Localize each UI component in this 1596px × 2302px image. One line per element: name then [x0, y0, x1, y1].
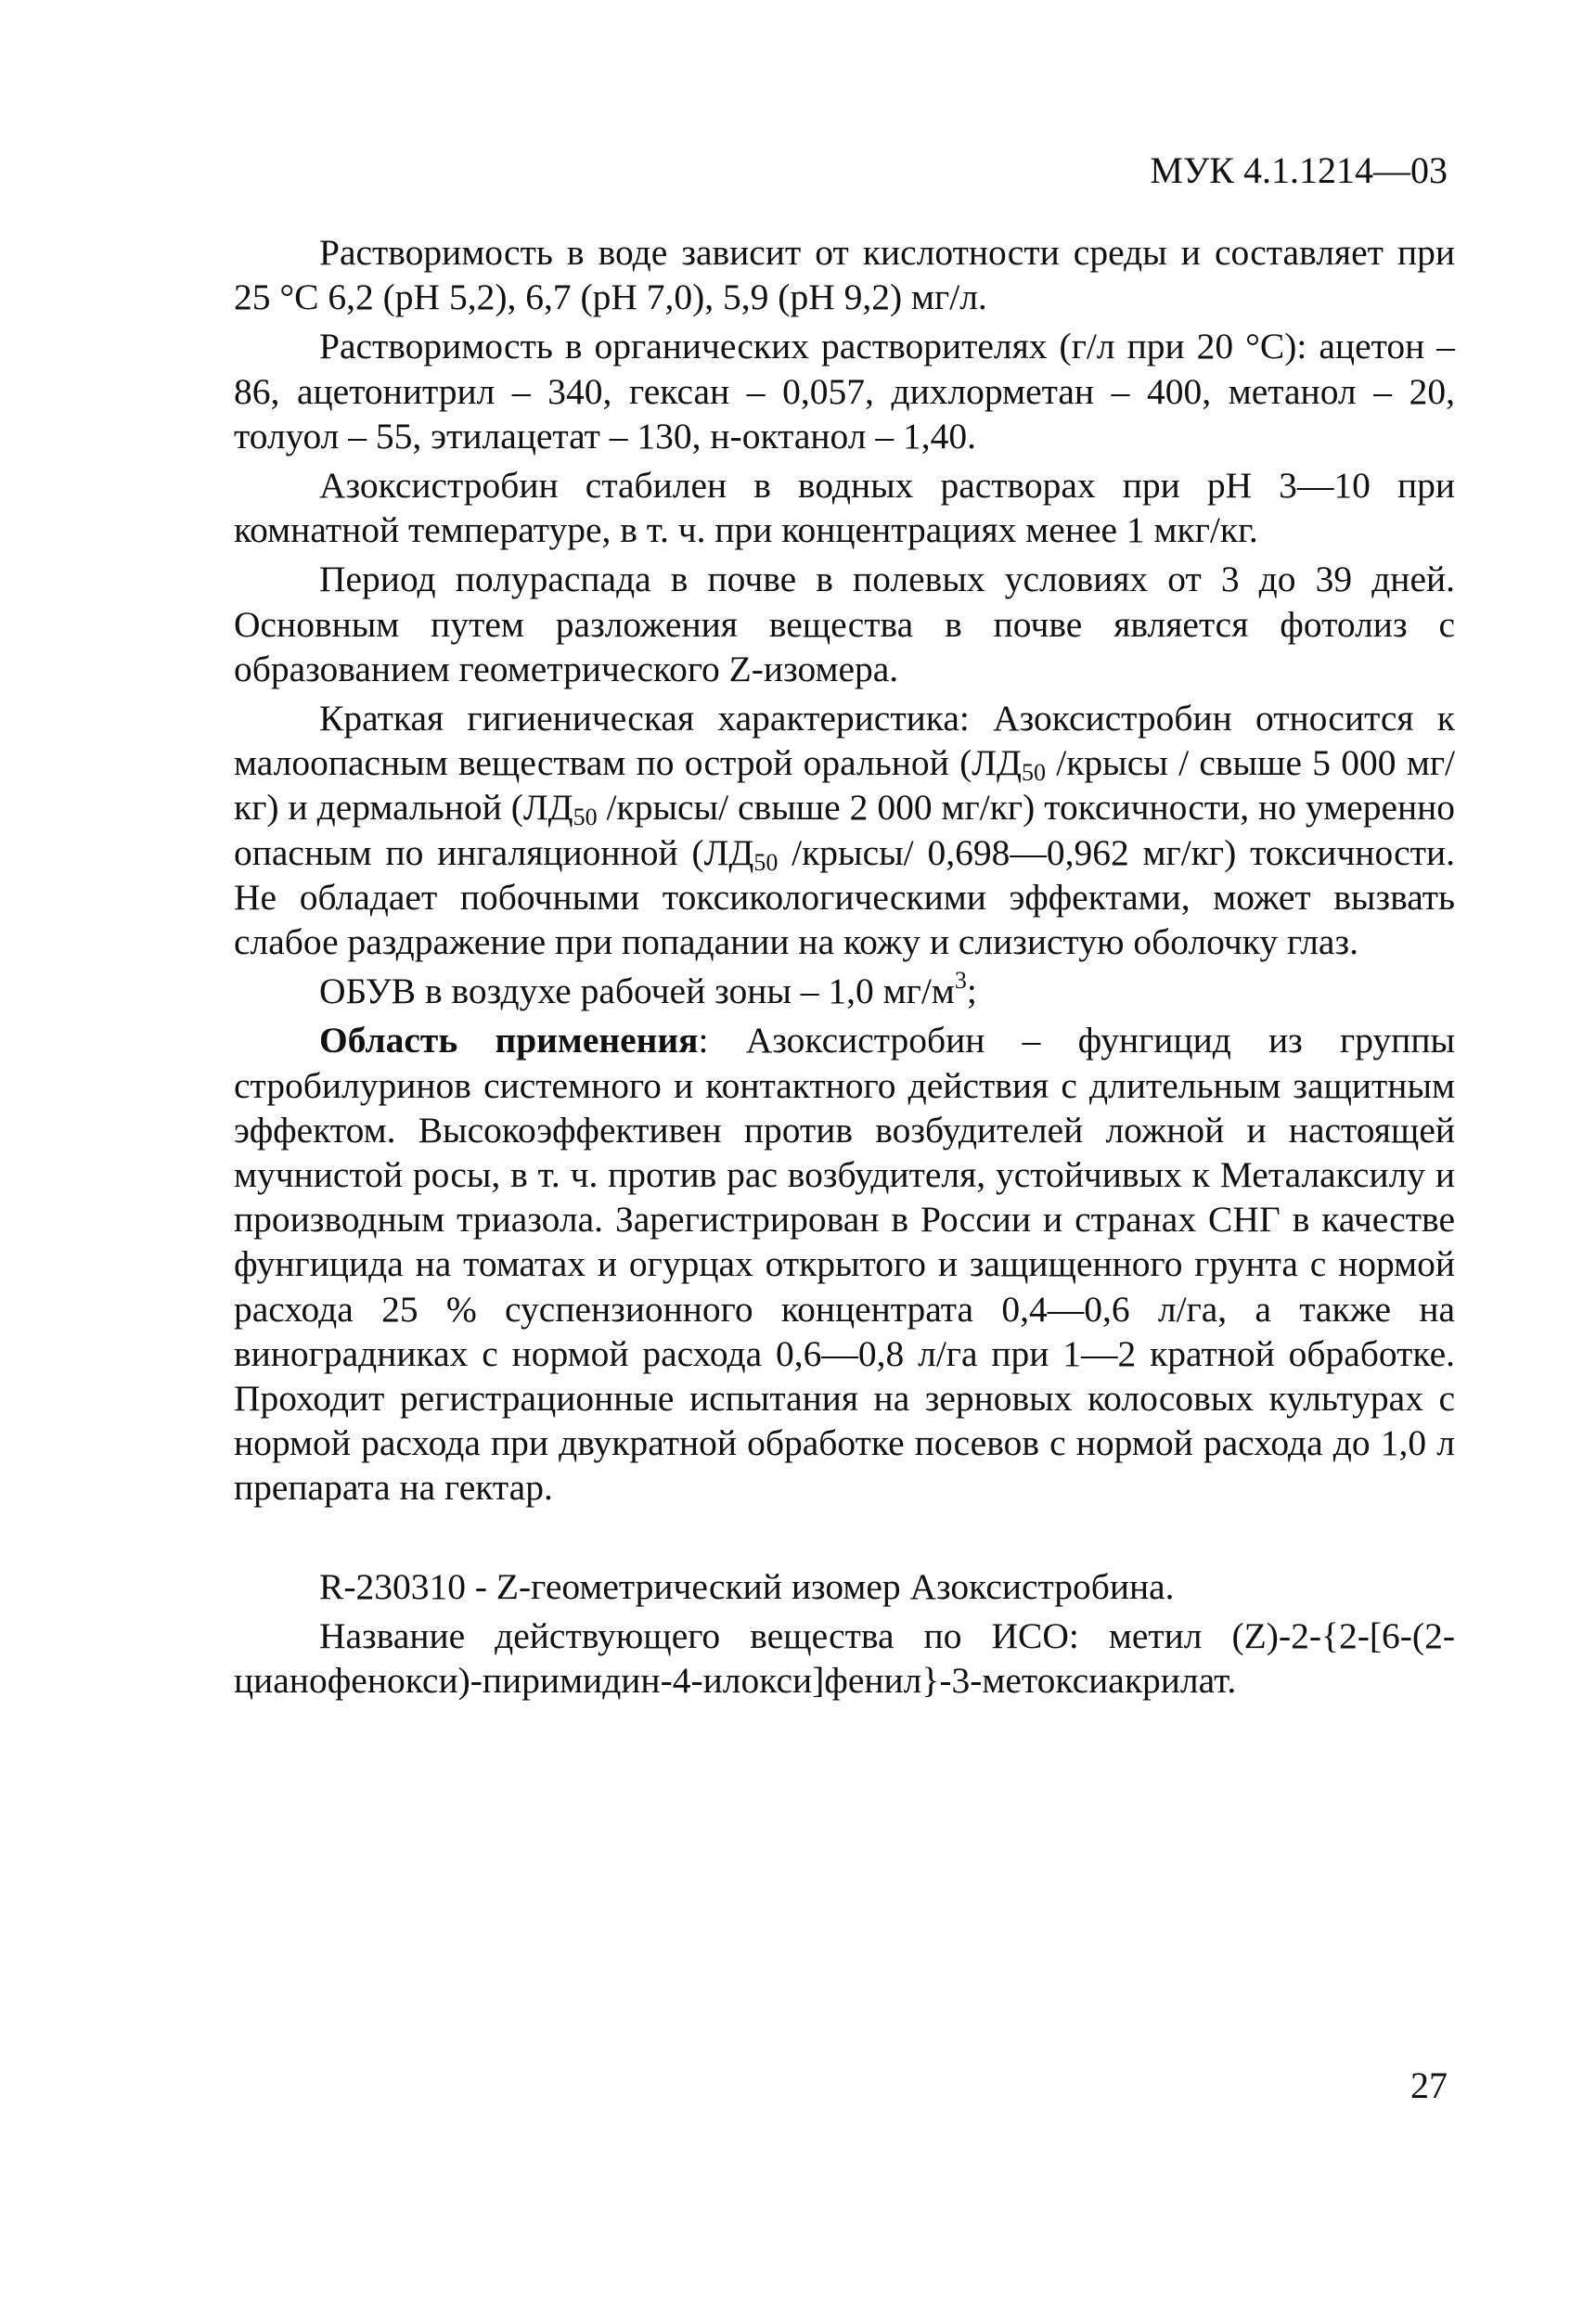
body-text: [234, 230, 1455, 1707]
paragraph-obuv: [234, 969, 1455, 1013]
hygiene-text-4: /крысы/ 0,698—0,962 мг/кг) токсичности. Не обладает побочными токсикологическими эффектами, может вызвать слабое раздражение при попадании на кожу и слизистую оболочку глаз.: [234, 831, 1455, 963]
hygiene-text-2: /крысы / свыше 5 000 мг/кг) и дермальной (ЛД: [234, 742, 1455, 829]
paragraph-solubility-organic: Растворимость в органических растворителях (г/л при 20 °С): ацетон – 86, ацетонитрил – 340, гексан – 0,057, дихлорметан – 400, метанол – 20, толуол – 55, этилацетат – 130, н-октанол – 1,40.: [234, 326, 1455, 457]
paragraph-application: [234, 1018, 1455, 1510]
paragraph-isomer: R-230310 - Z-геометрический изомер Азоксистробина.: [319, 1565, 1175, 1607]
document-code: МУК 4.1.1214—03: [1150, 149, 1448, 191]
ld50-subscript: 50: [573, 804, 598, 831]
paragraph-solubility-water: Растворимость в воде зависит от кислотности среды и составляет при 25 °С 6,2 (pH 5,2), 6,7 (pH 7,0), 5,9 (pH 9,2) мг/л.: [234, 232, 1455, 318]
paragraph-iso-name: Название действующего вещества по ИСО: метил (Z)-2-{2-[6-(2-цианофенокси)-пиримидин-4-илокси]фенил}-3-метоксиакрилат.: [234, 1614, 1455, 1702]
page-number: 27: [1410, 2064, 1448, 2106]
obuv-tail: ;: [966, 971, 977, 1012]
ld50-subscript: 50: [1021, 759, 1046, 787]
paragraph-half-life: Период полураспада в почве в полевых условиях от 3 до 39 дней. Основным путем разложения вещества в почве является фотолиз с образованием геометрического Z-изомера.: [234, 559, 1455, 689]
hygiene-text-1: Краткая гигиеническая характеристика: Азоксистробин относится к малоопасным веществам по острой оральной (ЛД: [234, 698, 1455, 784]
application-label: Область применения: [319, 1020, 699, 1061]
obuv-text: ОБУВ в воздухе рабочей зоны – 1,0 мг/м: [319, 971, 955, 1012]
paragraph-hygiene: [234, 696, 1455, 964]
hygiene-text-3: /крысы/ свыше 2 000 мг/кг) токсичности, но умеренно опасным по ингаляционной (ЛД: [234, 787, 1455, 873]
cubic-superscript: 3: [954, 967, 967, 995]
paragraph-stability: Азоксистробин стабилен в водных растворах при pH 3—10 при комнатной температуре, в т. ч. при концентрациях менее 1 мкг/кг.: [234, 465, 1455, 551]
application-text: : Азоксистробин – фунгицид из группы стробилуринов системного и контактного действия с длительным защитным эффектом. Высокоэффективен против возбудителей ложной и настоящей мучнистой росы, в т. ч. против рас возбудителя, устойчивых к Металаксилу и производным триазола. Зарегистрирован в России и странах СНГ в качестве фунгицида на томатах и огурцах открытого и защищенного грунта с нормой расхода 25 % суспензионного концентрата 0,4—0,6 л/га, а также на виноградниках с нормой расхода 0,6—0,8 л/га при 1—2 кратной обработке. Проходит регистрационные испытания на зерновых колосовых культурах с нормой расхода при двукратной обработке посевов с нормой расхода до 1,0 л препарата на гектар.: [234, 1020, 1455, 1509]
ld50-subscript: 50: [753, 848, 779, 876]
